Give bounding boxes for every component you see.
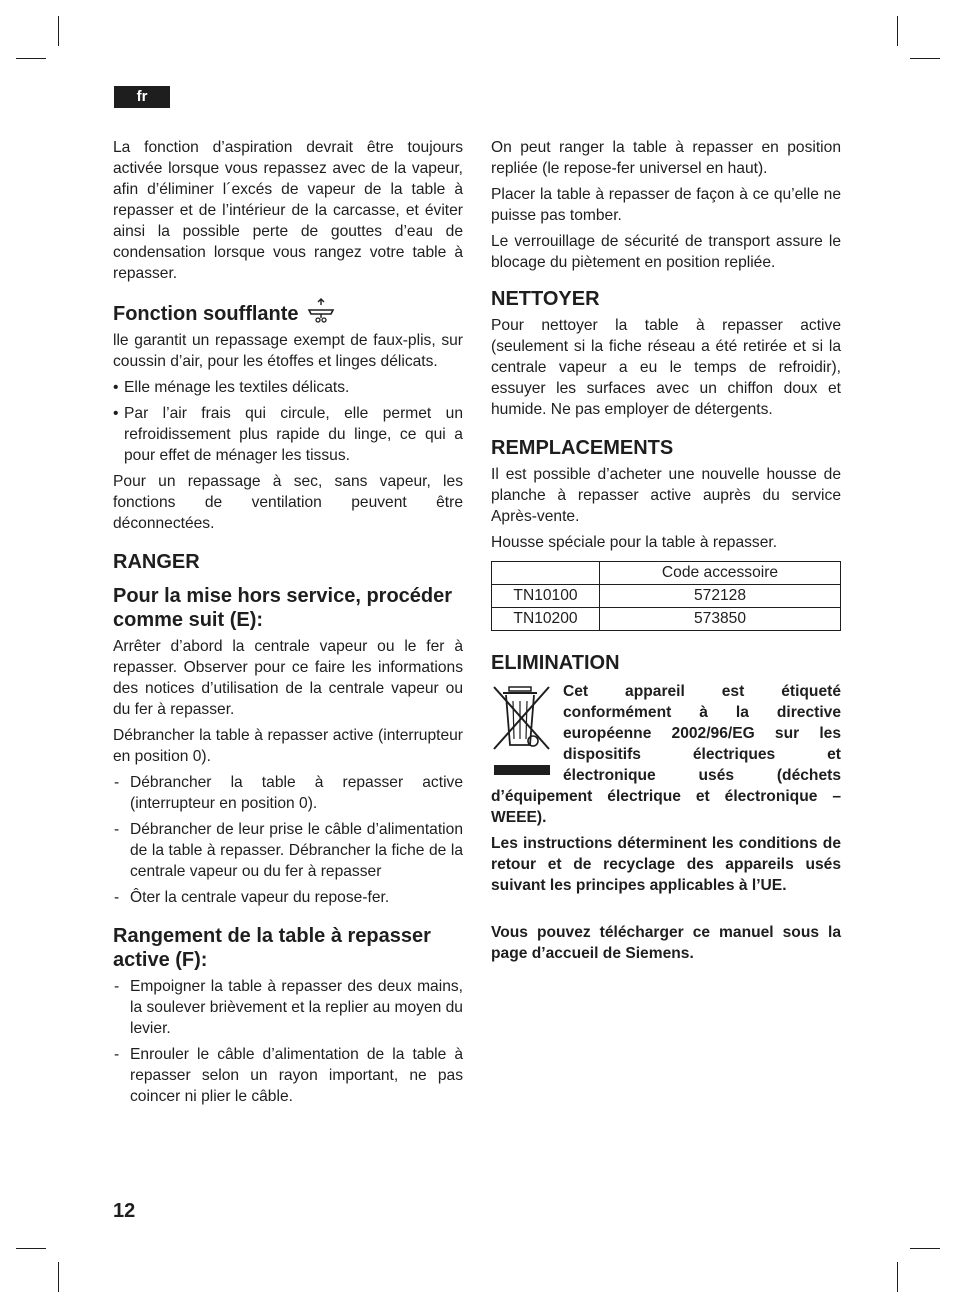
crossed-bin-icon xyxy=(491,683,553,775)
list-item: - Ôter la centrale vapeur du repose-fer. xyxy=(113,887,463,908)
storage-paragraph: On peut ranger la table à repasser en position repliée (le repose-fer universel en haut). xyxy=(491,139,841,177)
service-steps-list xyxy=(113,772,463,908)
crop-mark xyxy=(897,16,898,46)
table-row xyxy=(492,585,841,608)
dry-ironing-paragraph: Pour un repassage à sec, sans vapeur, les fonctions de ventilation peuvent être déconnectées. xyxy=(113,473,463,532)
accessory-table xyxy=(491,561,841,631)
section-title-soufflante xyxy=(113,298,463,326)
cover-paragraph: Housse spéciale pour la table à repasser. xyxy=(491,534,778,551)
table-header-row xyxy=(492,562,841,585)
section-title-ranger: RANGER xyxy=(113,551,200,573)
crop-mark xyxy=(910,58,940,59)
crop-mark xyxy=(16,58,46,59)
crop-mark xyxy=(58,1262,59,1292)
download-paragraph: Vous pouvez télécharger ce manuel sous la page d’accueil de Siemens. xyxy=(491,924,841,962)
blow-function-icon xyxy=(307,298,335,324)
table-cell: 572128 xyxy=(600,585,841,608)
list-item: - Enrouler le câble d’alimentation de la table à repasser selon un rayon important, ne pas coincer ni plier le câble. xyxy=(113,1044,463,1107)
section-title-elimination: ELIMINATION xyxy=(491,652,620,674)
instructions-paragraph: Les instructions déterminent les conditions de retour et de recyclage des appareils usés suivant les principes applicables à l’UE. xyxy=(491,835,841,894)
list-item: - Empoigner la table à repasser des deux mains, la soulever brièvement et la replier au moyen du levier. xyxy=(113,976,463,1039)
section-title-nettoyer: NETTOYER xyxy=(491,288,600,310)
list-item: • Elle ménage les textiles délicats. xyxy=(113,377,463,398)
storage-paragraph: Le verrouillage de sécurité de transport assure le blocage du piètement en position repliée. xyxy=(491,233,841,271)
table-cell: TN10100 xyxy=(492,585,600,608)
right-column xyxy=(491,137,841,969)
service-paragraph: Débrancher la table à repasser active (interrupteur en position 0). xyxy=(113,727,463,765)
crop-mark xyxy=(16,1248,46,1249)
table-header-cell xyxy=(492,562,600,585)
language-tag: fr xyxy=(114,86,170,108)
crop-mark xyxy=(897,1262,898,1292)
subsection-title-rangement: Rangement de la table à repasser active (F): xyxy=(113,925,431,971)
weee-block xyxy=(491,681,841,828)
storage-paragraph: Placer la table à repasser de façon à ce qu’elle ne puisse pas tomber. xyxy=(491,186,841,224)
rangement-steps-list xyxy=(113,976,463,1107)
intro-paragraph: La fonction d’aspiration devrait être toujours activée lorsque vous repassez avec de la vapeur, afin d’éliminer l´excés de vapeur de la table à repasser et de l’intérieur de la carcasse, et éviter ainsi la possible perte de gouttes d’eau de condensation lorsque vous rangez votre table à repasser. xyxy=(113,139,463,282)
soufflante-paragraph: lle garantit un repassage exempt de faux-plis, sur coussin d’air, pour les étoffes et linges délicats. xyxy=(113,332,463,370)
soufflante-bullet-list xyxy=(113,377,463,466)
subsection-title-service: Pour la mise hors service, procéder comme suit (E): xyxy=(113,585,453,631)
service-paragraph: Arrêter d’abord la centrale vapeur ou le fer à repasser. Observer pour ce faire les informations des notices d’utilisation de la centrale vapeur ou du fer à repasser. xyxy=(113,638,463,718)
page-number: 12 xyxy=(113,1200,136,1222)
cleaning-paragraph: Pour nettoyer la table à repasser active (seulement si la fiche réseau a été retirée et si la centrale vapeur a eu le temps de refroidir), essuyer les surfaces avec un chiffon doux et humide. Ne pas employer de détergents. xyxy=(491,317,841,418)
table-row xyxy=(492,608,841,631)
list-item: - Débrancher la table à repasser active (interrupteur en position 0). xyxy=(113,772,463,814)
table-cell: TN10200 xyxy=(492,608,600,631)
crop-mark xyxy=(58,16,59,46)
list-item: - Débrancher de leur prise le câble d’alimentation de la table à repasser. Débrancher la fiche de la centrale vapeur ou du fer à repasser xyxy=(113,819,463,882)
table-header-cell: Code accessoire xyxy=(600,562,841,585)
replacement-paragraph: Il est possible d’acheter une nouvelle housse de planche à repasser active auprès du service Après-vente. xyxy=(491,466,841,525)
soufflante-title-text: Fonction soufflante xyxy=(113,303,299,325)
table-cell: 573850 xyxy=(600,608,841,631)
section-title-remplacements: REMPLACEMENTS xyxy=(491,437,674,459)
crop-mark xyxy=(910,1248,940,1249)
weee-paragraph: Cet appareil est étiqueté conformément à la directive européenne 2002/96/EG sur les dispositifs électriques et électronique usés (déchets d’équipement électrique et électronique – WEEE). xyxy=(491,683,841,826)
list-item: • Par l’air frais qui circule, elle permet un refroidissement plus rapide du linge, ce qui a pour effet de ménager les tissus. xyxy=(113,403,463,466)
left-column xyxy=(113,137,463,1112)
